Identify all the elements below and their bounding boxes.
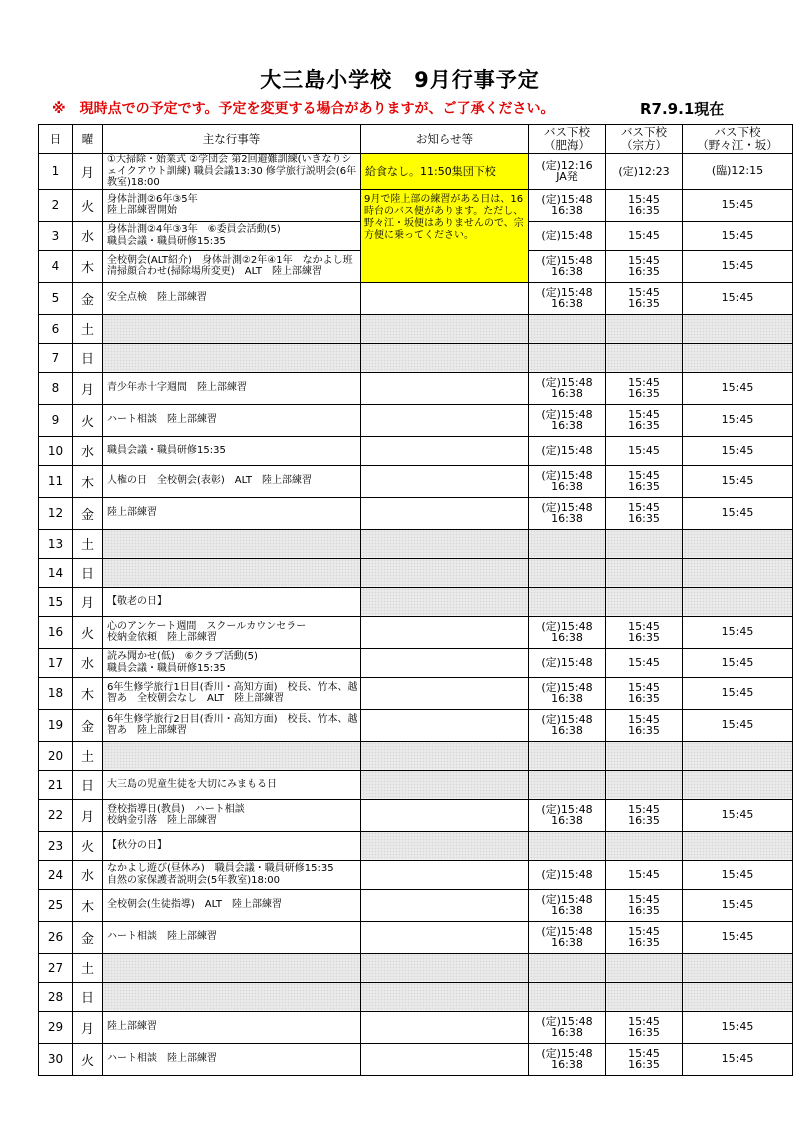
events-cell: ハート相談 陸上部練習 [103, 921, 361, 953]
table-row [39, 558, 793, 587]
events-cell: 6年生修学旅行2日目(香川・高知方面) 校長、竹本、越智あ 陸上部練習 [103, 709, 361, 741]
bus-koemi-cell: (定)12:16 JA発 [529, 154, 606, 190]
bus-koemi-cell [529, 831, 606, 860]
events-cell [103, 982, 361, 1011]
events-cell [103, 953, 361, 982]
notice-cell [361, 314, 529, 343]
day-cell: 10 [39, 436, 73, 465]
bus-munakata-cell: 15:45 16:35 [606, 250, 683, 282]
day-cell: 22 [39, 799, 73, 831]
notice-cell [361, 677, 529, 709]
table-row [39, 799, 793, 831]
weekday-cell: 日 [73, 982, 103, 1011]
weekday-cell: 土 [73, 314, 103, 343]
bus-nonoe-cell [683, 587, 793, 616]
weekday-cell: 月 [73, 154, 103, 190]
bus-nonoe-cell [683, 741, 793, 770]
bus-koemi-cell: (定)15:48 16:38 [529, 497, 606, 529]
bus-nonoe-cell [683, 314, 793, 343]
bus-munakata-cell: 15:45 [606, 436, 683, 465]
bus-koemi-cell: (定)15:48 16:38 [529, 1011, 606, 1043]
bus-koemi-cell: (定)15:48 16:38 [529, 1043, 606, 1075]
bus-koemi-cell: (定)15:48 16:38 [529, 189, 606, 221]
bus-nonoe-cell: (臨)12:15 [683, 154, 793, 190]
events-cell: 読み聞かせ(低) ⑥クラブ活動(5) 職員会議・職員研修15:35 [103, 648, 361, 677]
bus-koemi-cell [529, 770, 606, 799]
bus-nonoe-cell: 15:45 [683, 1043, 793, 1075]
bus-munakata-cell [606, 982, 683, 1011]
day-cell: 15 [39, 587, 73, 616]
table-row [39, 314, 793, 343]
bus-koemi-cell: (定)15:48 16:38 [529, 250, 606, 282]
day-cell: 26 [39, 921, 73, 953]
weekday-cell: 火 [73, 1043, 103, 1075]
day-cell: 2 [39, 189, 73, 221]
events-cell [103, 741, 361, 770]
weekday-cell: 木 [73, 250, 103, 282]
table-row [39, 372, 793, 404]
day-cell: 21 [39, 770, 73, 799]
bus-munakata-cell: 15:45 16:35 [606, 372, 683, 404]
events-cell: 安全点検 陸上部練習 [103, 282, 361, 314]
weekday-cell: 火 [73, 831, 103, 860]
bus-koemi-cell: (定)15:48 [529, 648, 606, 677]
day-cell: 1 [39, 154, 73, 190]
bus-nonoe-cell [683, 558, 793, 587]
bus-koemi-cell [529, 343, 606, 372]
table-row [39, 648, 793, 677]
bus-munakata-cell [606, 558, 683, 587]
table-row [39, 189, 793, 221]
day-cell: 17 [39, 648, 73, 677]
weekday-cell: 木 [73, 889, 103, 921]
weekday-cell: 木 [73, 677, 103, 709]
bus-koemi-cell: (定)15:48 16:38 [529, 799, 606, 831]
bus-nonoe-cell: 15:45 [683, 616, 793, 648]
bus-koemi-cell [529, 953, 606, 982]
events-cell: 6年生修学旅行1日目(香川・高知方面) 校長、竹本、越智あ 全校朝会なし ALT 陸上部練習 [103, 677, 361, 709]
header-bus-koemi: バス下校 （肥海） [529, 125, 606, 154]
day-cell: 27 [39, 953, 73, 982]
bus-koemi-cell: (定)15:48 16:38 [529, 465, 606, 497]
weekday-cell: 金 [73, 709, 103, 741]
schedule-table [38, 124, 793, 1076]
events-cell: ①大掃除・始業式 ②学団会 第2回避難訓練(いきなりシェイクアウト訓練) 職員会議13:30 修学旅行説明会(6年教室)18:00 [103, 154, 361, 190]
notice-cell [361, 799, 529, 831]
header-bus-nonoe: バス下校 （野々江・坂） [683, 125, 793, 154]
bus-nonoe-cell: 15:45 [683, 372, 793, 404]
weekday-cell: 水 [73, 860, 103, 889]
bus-koemi-cell [529, 314, 606, 343]
notice-cell [361, 709, 529, 741]
weekday-cell: 金 [73, 921, 103, 953]
weekday-cell: 金 [73, 497, 103, 529]
day-cell: 4 [39, 250, 73, 282]
bus-munakata-cell [606, 529, 683, 558]
bus-munakata-cell [606, 741, 683, 770]
day-cell: 23 [39, 831, 73, 860]
table-row [39, 343, 793, 372]
notice-cell [361, 465, 529, 497]
bus-nonoe-cell: 15:45 [683, 189, 793, 221]
day-cell: 7 [39, 343, 73, 372]
notice-cell [361, 436, 529, 465]
bus-nonoe-cell: 15:45 [683, 677, 793, 709]
day-cell: 3 [39, 221, 73, 250]
bus-munakata-cell: 15:45 16:35 [606, 889, 683, 921]
bus-munakata-cell: 15:45 16:35 [606, 497, 683, 529]
events-cell [103, 529, 361, 558]
bus-nonoe-cell: 15:45 [683, 889, 793, 921]
header-notice: お知らせ等 [361, 125, 529, 154]
bus-munakata-cell [606, 953, 683, 982]
table-row [39, 154, 793, 190]
table-row [39, 770, 793, 799]
events-cell: ハート相談 陸上部練習 [103, 1043, 361, 1075]
bus-munakata-cell: 15:45 [606, 860, 683, 889]
bus-munakata-cell: 15:45 [606, 648, 683, 677]
bus-nonoe-cell: 15:45 [683, 799, 793, 831]
table-row [39, 497, 793, 529]
table-row [39, 921, 793, 953]
events-cell: ハート相談 陸上部練習 [103, 404, 361, 436]
header-row [39, 125, 793, 154]
notice-cell [361, 282, 529, 314]
bus-munakata-cell: 15:45 16:35 [606, 677, 683, 709]
weekday-cell: 火 [73, 189, 103, 221]
table-row [39, 831, 793, 860]
bus-koemi-cell: (定)15:48 16:38 [529, 921, 606, 953]
bus-munakata-cell: 15:45 16:35 [606, 282, 683, 314]
bus-nonoe-cell: 15:45 [683, 497, 793, 529]
bus-koemi-cell: (定)15:48 16:38 [529, 372, 606, 404]
events-cell: 全校朝会(生徒指導) ALT 陸上部練習 [103, 889, 361, 921]
bus-koemi-cell: (定)15:48 16:38 [529, 404, 606, 436]
bus-nonoe-cell: 15:45 [683, 921, 793, 953]
notice-cell: 給食なし。11:50集団下校 [361, 154, 529, 190]
events-cell: 【秋分の日】 [103, 831, 361, 860]
weekday-cell: 月 [73, 587, 103, 616]
bus-koemi-cell: (定)15:48 16:38 [529, 677, 606, 709]
weekday-cell: 火 [73, 404, 103, 436]
bus-munakata-cell [606, 343, 683, 372]
events-cell: 職員会議・職員研修15:35 [103, 436, 361, 465]
day-cell: 16 [39, 616, 73, 648]
table-row [39, 889, 793, 921]
bus-notice-box: 9月で陸上部の練習がある日は、16時台のバス便があります。ただし、野々江・坂便はありませんので、宗方便に乗ってください。 [361, 189, 529, 282]
day-cell: 28 [39, 982, 73, 1011]
day-cell: 12 [39, 497, 73, 529]
bus-koemi-cell [529, 558, 606, 587]
weekday-cell: 日 [73, 343, 103, 372]
bus-nonoe-cell [683, 770, 793, 799]
bus-koemi-cell [529, 741, 606, 770]
notice-cell [361, 770, 529, 799]
bus-koemi-cell: (定)15:48 16:38 [529, 709, 606, 741]
day-cell: 25 [39, 889, 73, 921]
day-cell: 14 [39, 558, 73, 587]
bus-munakata-cell: 15:45 16:35 [606, 799, 683, 831]
events-cell: 心のアンケート週間 スクールカウンセラー 校納金依頼 陸上部練習 [103, 616, 361, 648]
bus-koemi-cell: (定)15:48 [529, 221, 606, 250]
day-cell: 18 [39, 677, 73, 709]
notice-cell [361, 982, 529, 1011]
weekday-cell: 月 [73, 799, 103, 831]
day-cell: 13 [39, 529, 73, 558]
events-cell: 身体計測②6年③5年 陸上部練習開始 [103, 189, 361, 221]
day-cell: 5 [39, 282, 73, 314]
notice-cell [361, 529, 529, 558]
table-row [39, 982, 793, 1011]
bus-munakata-cell [606, 314, 683, 343]
notice-cell [361, 1043, 529, 1075]
bus-nonoe-cell: 15:45 [683, 221, 793, 250]
header-day: 日 [39, 125, 73, 154]
bus-nonoe-cell: 15:45 [683, 282, 793, 314]
table-row [39, 436, 793, 465]
table-row [39, 465, 793, 497]
bus-nonoe-cell [683, 529, 793, 558]
bus-koemi-cell: (定)15:48 16:38 [529, 616, 606, 648]
day-cell: 30 [39, 1043, 73, 1075]
notice-cell [361, 372, 529, 404]
weekday-cell: 木 [73, 465, 103, 497]
day-cell: 6 [39, 314, 73, 343]
weekday-cell: 日 [73, 558, 103, 587]
weekday-cell: 土 [73, 741, 103, 770]
page-title: 大三島小学校 9月行事予定 [260, 68, 540, 92]
day-cell: 9 [39, 404, 73, 436]
table-row [39, 529, 793, 558]
notice-cell [361, 741, 529, 770]
table-row [39, 860, 793, 889]
events-cell: 登校指導日(教員) ハート相談 校納金引落 陸上部練習 [103, 799, 361, 831]
table-row [39, 404, 793, 436]
bus-nonoe-cell: 15:45 [683, 404, 793, 436]
bus-nonoe-cell: 15:45 [683, 648, 793, 677]
header-events: 主な行事等 [103, 125, 361, 154]
bus-nonoe-cell [683, 953, 793, 982]
day-cell: 29 [39, 1011, 73, 1043]
bus-munakata-cell: 15:45 16:35 [606, 465, 683, 497]
notice-cell [361, 558, 529, 587]
weekday-cell: 金 [73, 282, 103, 314]
bus-koemi-cell [529, 587, 606, 616]
weekday-cell: 火 [73, 616, 103, 648]
bus-nonoe-cell: 15:45 [683, 860, 793, 889]
events-cell [103, 314, 361, 343]
bus-munakata-cell: 15:45 16:35 [606, 1011, 683, 1043]
bus-munakata-cell: 15:45 16:35 [606, 189, 683, 221]
bus-munakata-cell: 15:45 16:35 [606, 1043, 683, 1075]
notice-cell [361, 831, 529, 860]
as-of-date: R7.9.1現在 [640, 100, 725, 118]
table-row [39, 282, 793, 314]
notice-cell [361, 404, 529, 436]
bus-munakata-cell: 15:45 16:35 [606, 921, 683, 953]
table-row [39, 1011, 793, 1043]
notice-cell [361, 497, 529, 529]
table-row [39, 709, 793, 741]
notice-cell [361, 921, 529, 953]
bus-koemi-cell: (定)15:48 [529, 436, 606, 465]
bus-munakata-cell: 15:45 16:35 [606, 616, 683, 648]
events-cell: 全校朝会(ALT紹介) 身体計測②2年④1年 なかよし班清掃顔合わせ(掃除場所変更) ALT 陸上部練習 [103, 250, 361, 282]
notice-cell [361, 860, 529, 889]
table-row [39, 1043, 793, 1075]
notice-cell [361, 343, 529, 372]
weekday-cell: 日 [73, 770, 103, 799]
events-cell: 人権の日 全校朝会(表彰) ALT 陸上部練習 [103, 465, 361, 497]
events-cell: 大三島の児童生徒を大切にみまもる日 [103, 770, 361, 799]
disclaimer-note: ※ 現時点での予定です。予定を変更する場合がありますが、ご了承ください。 [52, 101, 555, 117]
day-cell: 24 [39, 860, 73, 889]
bus-munakata-cell [606, 831, 683, 860]
bus-munakata-cell: 15:45 [606, 221, 683, 250]
events-cell: なかよし遊び(昼休み) 職員会議・職員研修15:35 自然の家保護者説明会(5年教室)18:00 [103, 860, 361, 889]
weekday-cell: 土 [73, 529, 103, 558]
bus-munakata-cell [606, 770, 683, 799]
weekday-cell: 月 [73, 1011, 103, 1043]
bus-nonoe-cell [683, 343, 793, 372]
bus-nonoe-cell [683, 982, 793, 1011]
header-bus-munakata: バス下校 （宗方） [606, 125, 683, 154]
day-cell: 8 [39, 372, 73, 404]
bus-munakata-cell [606, 587, 683, 616]
bus-nonoe-cell: 15:45 [683, 1011, 793, 1043]
bus-nonoe-cell: 15:45 [683, 436, 793, 465]
events-cell [103, 558, 361, 587]
notice-cell [361, 648, 529, 677]
weekday-cell: 水 [73, 648, 103, 677]
bus-nonoe-cell: 15:45 [683, 465, 793, 497]
bus-koemi-cell [529, 529, 606, 558]
bus-nonoe-cell: 15:45 [683, 709, 793, 741]
table-row [39, 616, 793, 648]
bus-nonoe-cell: 15:45 [683, 250, 793, 282]
events-cell: 陸上部練習 [103, 1011, 361, 1043]
bus-munakata-cell: 15:45 16:35 [606, 404, 683, 436]
day-cell: 20 [39, 741, 73, 770]
table-row [39, 677, 793, 709]
bus-munakata-cell: 15:45 16:35 [606, 709, 683, 741]
events-cell: 青少年赤十字週間 陸上部練習 [103, 372, 361, 404]
weekday-cell: 水 [73, 221, 103, 250]
notice-cell [361, 1011, 529, 1043]
bus-nonoe-cell [683, 831, 793, 860]
weekday-cell: 月 [73, 372, 103, 404]
day-cell: 19 [39, 709, 73, 741]
events-cell [103, 343, 361, 372]
bus-koemi-cell: (定)15:48 16:38 [529, 889, 606, 921]
header-weekday: 曜 [73, 125, 103, 154]
events-cell: 身体計測②4年③3年 ⑥委員会活動(5) 職員会議・職員研修15:35 [103, 221, 361, 250]
events-cell: 【敬老の日】 [103, 587, 361, 616]
table-row [39, 587, 793, 616]
weekday-cell: 土 [73, 953, 103, 982]
bus-koemi-cell [529, 982, 606, 1011]
bus-munakata-cell: (定)12:23 [606, 154, 683, 190]
notice-cell [361, 889, 529, 921]
bus-koemi-cell: (定)15:48 [529, 860, 606, 889]
table-row [39, 741, 793, 770]
notice-cell [361, 587, 529, 616]
table-row [39, 953, 793, 982]
notice-cell [361, 616, 529, 648]
day-cell: 11 [39, 465, 73, 497]
weekday-cell: 水 [73, 436, 103, 465]
notice-cell [361, 953, 529, 982]
bus-koemi-cell: (定)15:48 16:38 [529, 282, 606, 314]
events-cell: 陸上部練習 [103, 497, 361, 529]
